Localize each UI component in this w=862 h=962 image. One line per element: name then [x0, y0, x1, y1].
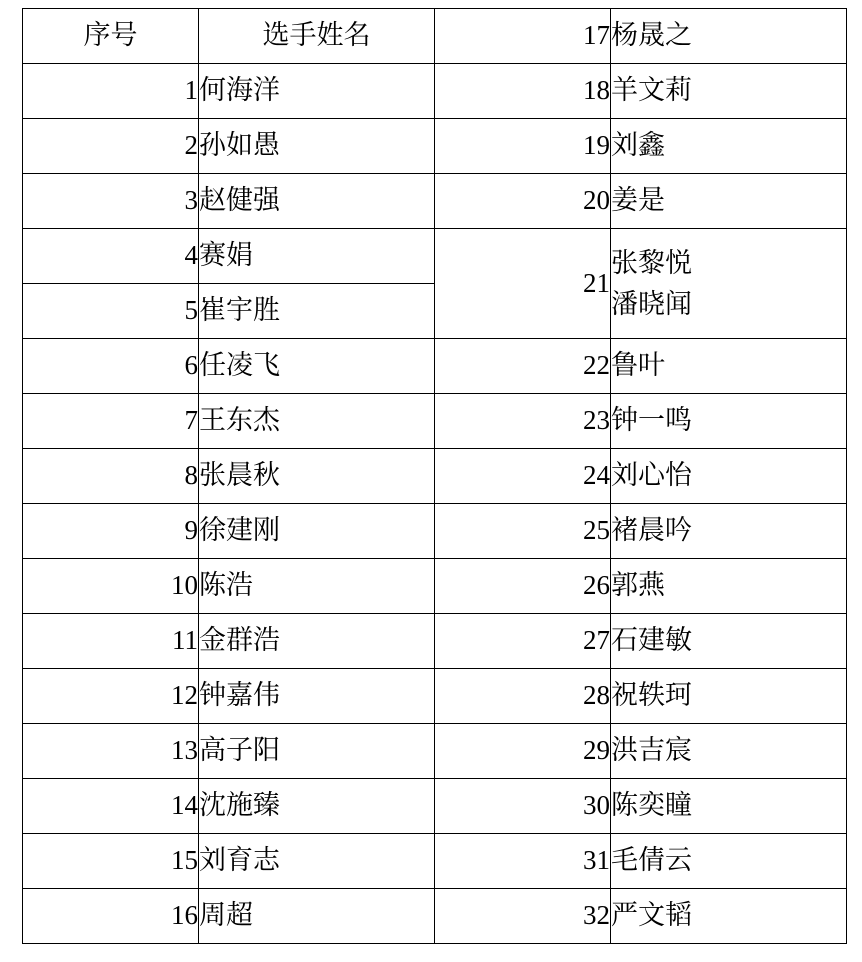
cell-name: 郭燕: [611, 559, 847, 614]
table-row: [23, 669, 847, 724]
cell-name: 金群浩: [199, 614, 435, 669]
cell-number: 24: [435, 449, 611, 504]
cell-name: 刘鑫: [611, 119, 847, 174]
cell-number: 15: [23, 834, 199, 889]
cell-number: 19: [435, 119, 611, 174]
table-row: [23, 394, 847, 449]
cell-number: 14: [23, 779, 199, 834]
cell-name: 石建敏: [611, 614, 847, 669]
cell-name: 刘育志: [199, 834, 435, 889]
cell-number: 20: [435, 174, 611, 229]
cell-name: 褚晨吟: [611, 504, 847, 559]
cell-number: 7: [23, 394, 199, 449]
cell-number: 2: [23, 119, 199, 174]
cell-name: 沈施臻: [199, 779, 435, 834]
cell-name: 刘心怡: [611, 449, 847, 504]
cell-number: 18: [435, 64, 611, 119]
cell-number: 17: [435, 9, 611, 64]
cell-number: 21: [435, 229, 611, 339]
table-row: [23, 834, 847, 889]
cell-number: 3: [23, 174, 199, 229]
table-row: [23, 64, 847, 119]
cell-name: 孙如愚: [199, 119, 435, 174]
table-row: [23, 449, 847, 504]
cell-name: 毛倩云: [611, 834, 847, 889]
cell-name: 祝轶珂: [611, 669, 847, 724]
cell-number: 8: [23, 449, 199, 504]
cell-number: 26: [435, 559, 611, 614]
cell-name: 张黎悦: [611, 248, 692, 278]
cell-number: 12: [23, 669, 199, 724]
cell-name: 鲁叶: [611, 339, 847, 394]
cell-name: 张晨秋: [199, 449, 435, 504]
cell-name: 陈奕瞳: [611, 779, 847, 834]
cell-name: 赛娟: [199, 229, 435, 284]
cell-number: 10: [23, 559, 199, 614]
cell-name: 羊文莉: [611, 64, 847, 119]
cell-number: 31: [435, 834, 611, 889]
cell-name: 严文韬: [611, 889, 847, 944]
cell-number: 32: [435, 889, 611, 944]
table-row: [23, 614, 847, 669]
cell-number: 29: [435, 724, 611, 779]
player-roster-table: [22, 8, 847, 944]
cell-number: 27: [435, 614, 611, 669]
cell-name: 杨晟之: [611, 9, 847, 64]
cell-name: 赵健强: [199, 174, 435, 229]
table-row: [23, 229, 847, 284]
cell-name: 高子阳: [199, 724, 435, 779]
cell-name: 钟嘉伟: [199, 669, 435, 724]
header-player-name: 选手姓名: [199, 9, 435, 64]
cell-name: 任凌飞: [199, 339, 435, 394]
table-row: [23, 559, 847, 614]
cell-name: 徐建刚: [199, 504, 435, 559]
table-row: [23, 119, 847, 174]
cell-name-pair: [611, 229, 847, 339]
cell-number: 28: [435, 669, 611, 724]
cell-name: 洪吉宸: [611, 724, 847, 779]
table-row: [23, 504, 847, 559]
cell-number: 6: [23, 339, 199, 394]
cell-name: 陈浩: [199, 559, 435, 614]
cell-number: 22: [435, 339, 611, 394]
cell-number: 25: [435, 504, 611, 559]
cell-number: 5: [23, 284, 199, 339]
table-row: [23, 9, 847, 64]
roster-body: [23, 9, 847, 944]
cell-number: 4: [23, 229, 199, 284]
cell-number: 16: [23, 889, 199, 944]
cell-number: 13: [23, 724, 199, 779]
cell-name: 钟一鸣: [611, 394, 847, 449]
table-row: [23, 889, 847, 944]
cell-number: 11: [23, 614, 199, 669]
cell-name: 王东杰: [199, 394, 435, 449]
cell-number: 1: [23, 64, 199, 119]
table-row: [23, 339, 847, 394]
cell-number: 23: [435, 394, 611, 449]
cell-name: 周超: [199, 889, 435, 944]
table-row: [23, 174, 847, 229]
cell-name-secondary: 潘晓闻: [611, 288, 692, 319]
cell-number: 9: [23, 504, 199, 559]
table-row: [23, 724, 847, 779]
cell-name: 姜是: [611, 174, 847, 229]
cell-name: 何海洋: [199, 64, 435, 119]
cell-number: 30: [435, 779, 611, 834]
header-index: 序号: [23, 9, 199, 64]
table-row: [23, 779, 847, 834]
cell-name: 崔宇胜: [199, 284, 435, 339]
